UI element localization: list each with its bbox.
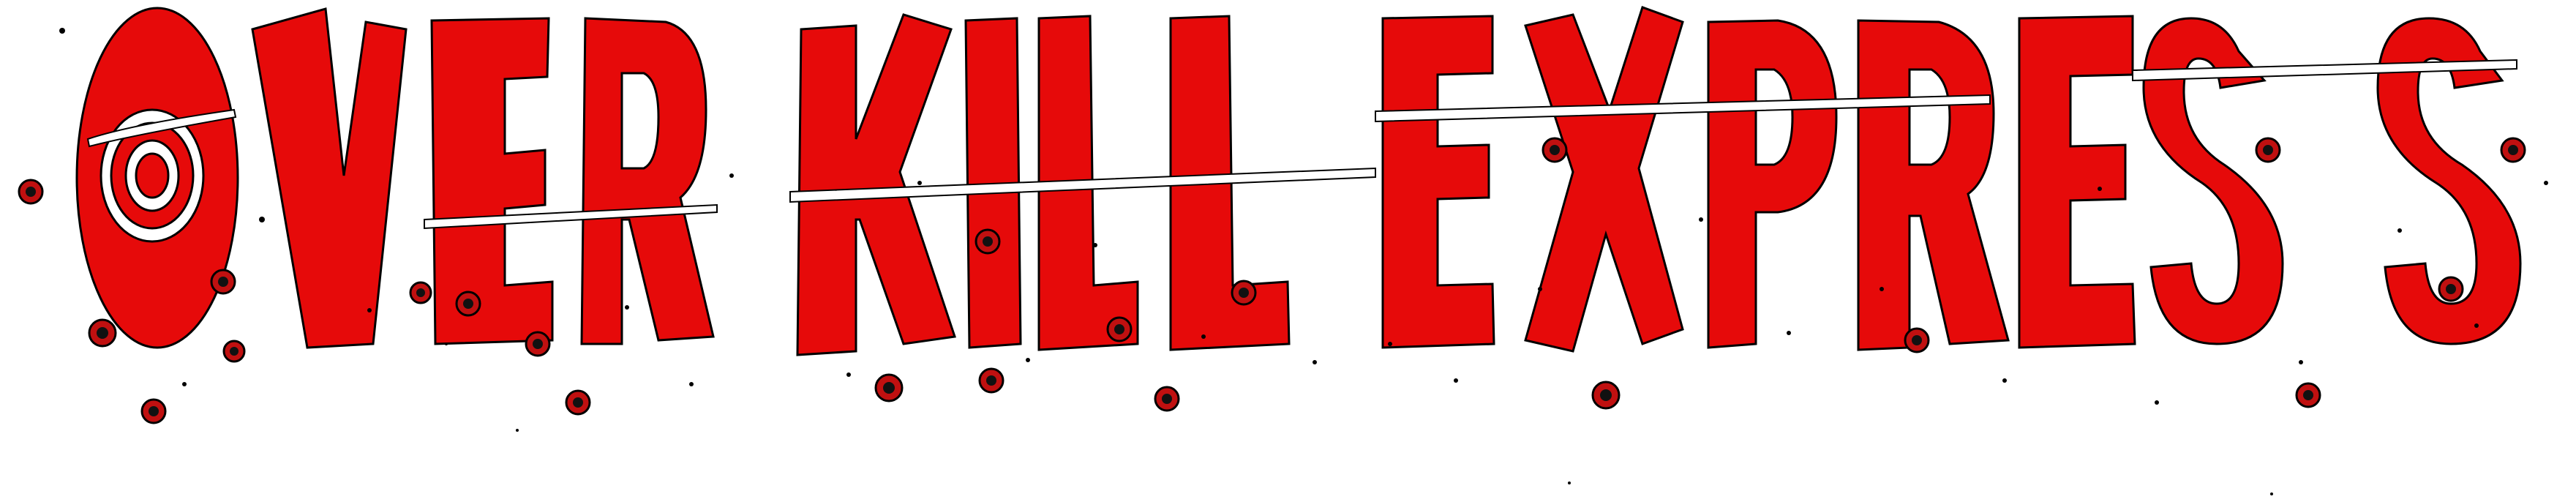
letter-r — [582, 18, 713, 344]
word-over — [77, 8, 713, 348]
word-express — [1383, 7, 2520, 351]
letter-x — [1525, 7, 1683, 351]
letter-e-2 — [1383, 16, 1494, 348]
letter-o-target — [77, 8, 238, 348]
letter-p — [1708, 20, 1836, 348]
slash-cuts — [424, 60, 2517, 228]
letter-e-1 — [432, 18, 552, 344]
letter-k — [797, 15, 955, 355]
letter-e-3 — [2019, 16, 2135, 348]
letter-r-2 — [1858, 20, 2008, 350]
letter-v — [252, 9, 406, 348]
